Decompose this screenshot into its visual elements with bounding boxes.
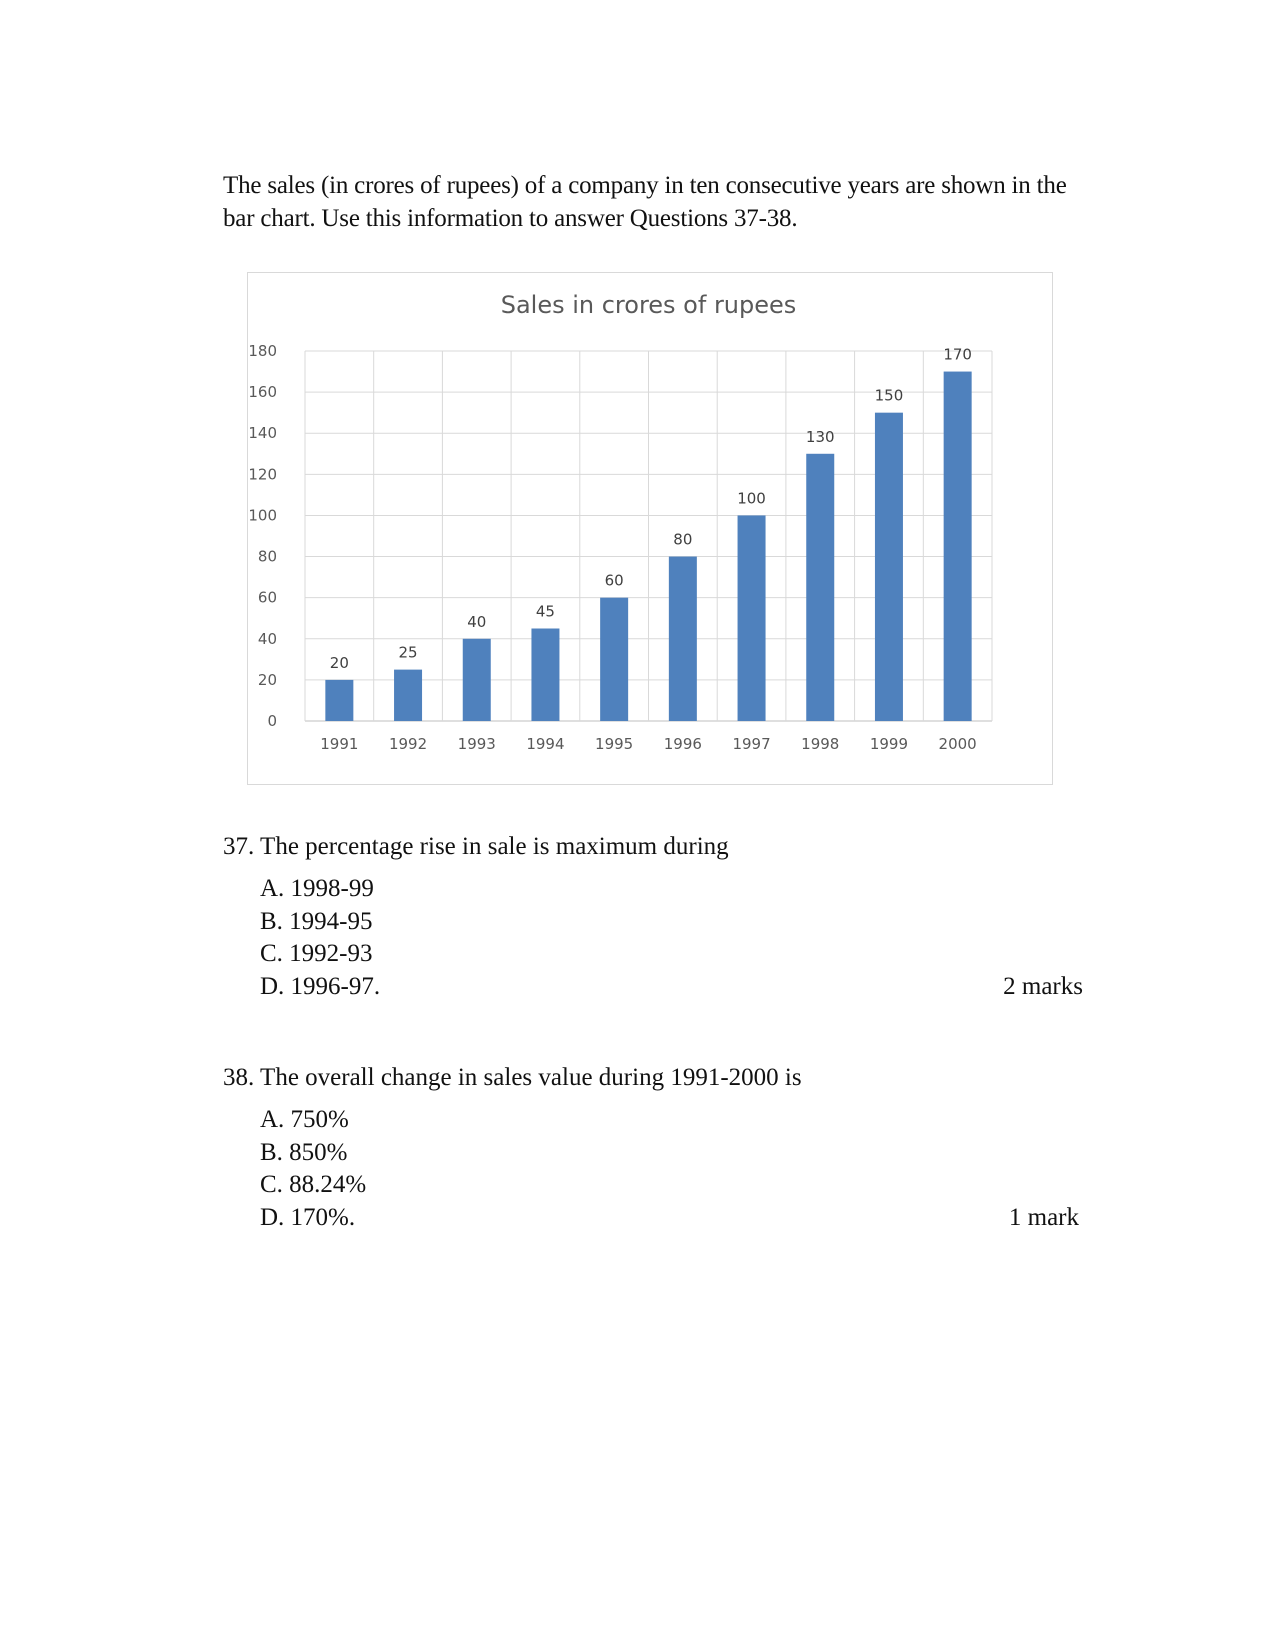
data-label-1997: 100 [737, 489, 766, 508]
bar-1996 [669, 557, 697, 721]
question-38-text: 38. The overall change in sales value during 1991-2000 is [223, 1064, 802, 1091]
data-label-1999: 150 [874, 386, 904, 405]
bar-1991 [325, 680, 353, 721]
x-tick-label-1998: 1998 [801, 735, 840, 753]
y-tick-label-80: 80 [257, 547, 277, 566]
q37-marks: 2 marks [1003, 972, 1083, 1000]
x-tick-label-1994: 1994 [526, 735, 565, 753]
y-tick-label-120: 120 [248, 465, 277, 484]
question-37-text: 37. The percentage rise in sale is maximum during [223, 833, 729, 860]
data-label-1991: 20 [329, 653, 349, 672]
bar-1994 [531, 629, 559, 722]
question-37-options [223, 873, 1083, 1003]
bar-1997 [738, 515, 766, 721]
bar-1992 [394, 670, 422, 721]
question-38-options [223, 1104, 1083, 1234]
bar-1999 [875, 413, 903, 721]
x-tick-label-1992: 1992 [388, 735, 428, 753]
q38-marks: 1 mark [1008, 1203, 1079, 1231]
y-tick-label-140: 140 [248, 424, 277, 443]
y-tick-label-60: 60 [257, 588, 277, 607]
y-tick-label-180: 180 [248, 342, 277, 360]
q38-option-c[interactable]: C. 88.24% [260, 1171, 367, 1198]
bar-1993 [463, 639, 491, 721]
x-tick-label-1997: 1997 [732, 735, 771, 753]
q38-option-d-label: D. 170%. [260, 1203, 356, 1231]
y-tick-label-100: 100 [248, 506, 277, 525]
q37-option-d[interactable] [260, 971, 1083, 1004]
data-label-1993: 40 [467, 612, 487, 631]
q38-option-d[interactable] [260, 1202, 1083, 1235]
x-tick-label-1991: 1991 [320, 735, 359, 753]
q38-option-a[interactable]: A. 750% [260, 1106, 349, 1133]
data-label-1995: 60 [604, 571, 624, 590]
data-label-1996: 80 [673, 530, 693, 549]
data-label-1998: 130 [805, 427, 835, 446]
y-tick-label-160: 160 [248, 383, 277, 402]
bar-2000 [944, 372, 972, 721]
intro-paragraph: The sales (in crores of rupees) of a company in ten consecutive years are shown in the bar chart. Use this information to answer Questions 37-38. [223, 172, 1067, 232]
bar-1998 [806, 454, 834, 721]
data-label-1994: 45 [535, 602, 555, 621]
chart-title: Sales in crores of rupees [500, 291, 797, 319]
q37-option-d-label: D. 1996-97. [260, 972, 381, 1000]
x-tick-label-1999: 1999 [869, 735, 909, 753]
question-37 [223, 830, 1083, 1003]
q37-option-c[interactable]: C. 1992-93 [260, 940, 373, 967]
sales-bar-chart [247, 272, 1053, 785]
q37-option-a[interactable]: A. 1998-99 [260, 875, 374, 902]
x-tick-label-1993: 1993 [457, 735, 496, 753]
x-tick-label-2000: 2000 [938, 735, 977, 753]
q37-option-b[interactable]: B. 1994-95 [260, 907, 373, 935]
data-label-2000: 170 [943, 345, 972, 364]
bar-1995 [600, 598, 628, 721]
q38-option-b[interactable]: B. 850% [260, 1138, 348, 1166]
chart-canvas [248, 273, 1054, 786]
y-tick-label-20: 20 [257, 670, 277, 689]
x-tick-label-1995: 1995 [595, 735, 634, 753]
y-tick-label-40: 40 [257, 629, 277, 648]
question-38 [223, 1061, 1083, 1234]
data-label-1992: 25 [398, 643, 418, 662]
y-tick-label-0: 0 [267, 712, 277, 730]
x-tick-label-1996: 1996 [663, 735, 702, 753]
